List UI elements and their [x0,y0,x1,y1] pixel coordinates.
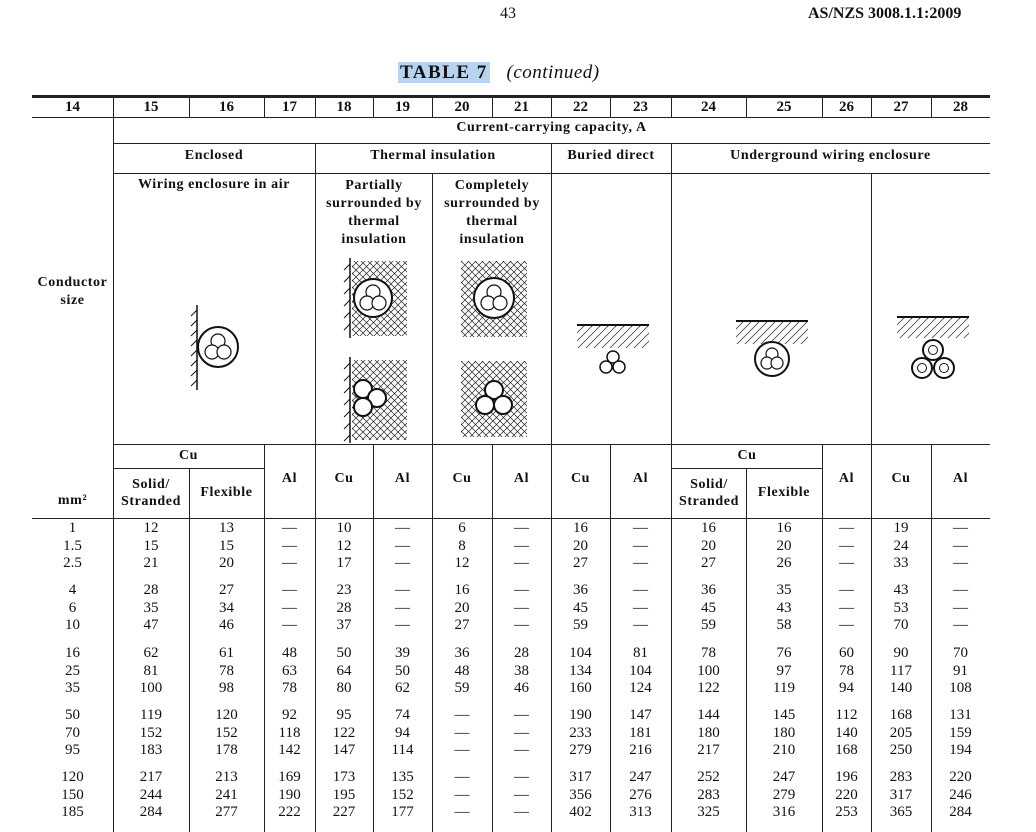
table-cell: 145 [772,707,796,723]
col23-al: Al [632,471,649,486]
table-cell: — [839,617,854,633]
table-cell: — [839,555,854,571]
solid-stranded-right: Solid/ Stranded [678,477,740,509]
table-cell: — [395,582,410,598]
wiring-air-header: Wiring enclosure in air [137,177,291,192]
table-cell: — [395,599,410,616]
table-cell: — [514,724,529,741]
conductor-size-cell: 16 [65,645,80,661]
cu-group-right: Cu [737,448,757,463]
table-cell: — [454,804,470,820]
rule-data-start [32,518,990,519]
col-num-25: 25 [776,99,792,115]
cu-group-left: Cu [178,448,199,463]
conductor-size-cell: 1.5 [63,537,82,554]
table-cell: 20 [701,537,716,554]
table-cell: 78 [839,662,854,679]
table-cell: — [633,520,648,536]
flexible-right: Flexible [757,485,811,500]
table-cell: — [839,599,854,616]
table-cell: — [839,520,854,536]
solid-stranded-left: Solid/ Stranded [120,477,182,509]
capacity-header: Current-carrying capacity, A [456,120,647,135]
diagram-partial-upper-icon [342,256,412,341]
col-num-15: 15 [143,99,159,115]
table-cell: 61 [219,645,234,661]
col-num-27: 27 [893,99,909,115]
table-cell: 13 [219,520,234,536]
table-cell: 152 [139,724,163,741]
table-cell: 19 [893,520,909,536]
table-cell: 169 [278,769,301,785]
col22-cu: Cu [570,471,591,486]
table-cell: 177 [391,804,414,820]
table-cell: — [282,582,297,598]
col-num-23: 23 [633,99,648,115]
table-cell: 36 [454,645,470,661]
col-num-26: 26 [839,99,854,115]
table-cell: — [282,520,297,536]
table-cell: — [282,555,297,571]
table-cell: 253 [835,804,858,820]
table-cell: 220 [835,786,858,803]
table-cell: 43 [893,582,909,598]
table-cell: 48 [282,645,297,661]
conductor-size-header: Conductor size [37,275,108,308]
table-cell: 114 [391,742,414,758]
table-cell: 252 [697,769,720,785]
table-cell: 39 [395,645,410,661]
table-cell: 92 [282,707,297,723]
table-cell: 6 [458,520,466,536]
table-cell: 131 [949,707,972,723]
table-cell: 70 [953,645,968,661]
table-cell: 183 [139,742,163,758]
table-cell: 16 [776,520,792,536]
col26-al: Al [838,471,855,486]
table-cell: — [282,599,297,616]
col-num-16: 16 [219,99,234,115]
table-cell: 276 [629,786,652,803]
col-num-17: 17 [282,99,297,115]
table-cell: — [514,707,529,723]
table-cell: 168 [889,707,913,723]
flexible-left: Flexible [200,485,253,500]
table-cell: 47 [143,617,159,633]
table-cell: — [282,537,297,554]
diagram-underground-single-icon [733,316,811,382]
table-cell: 17 [336,555,352,571]
table-cell: — [454,707,470,723]
conductor-size-cell: 150 [61,786,84,803]
table-cell: 316 [772,804,796,820]
diagram-complete-lower-icon [458,358,530,440]
table-cell: 43 [776,599,792,616]
table-cell: 28 [336,599,352,616]
table-cell: 8 [458,537,466,554]
table-cell: 181 [629,724,652,741]
table-cell: 53 [893,599,909,616]
diagram-underground-trefoil-icon [894,312,972,384]
table-cell: 45 [573,599,588,616]
partially-header: Partially surrounded by thermal insulation [326,178,422,247]
table-cell: 78 [219,662,234,679]
conductor-size-cell: 185 [61,804,84,820]
table-cell: 46 [219,617,234,633]
table-cell: — [839,537,854,554]
table-cell: 91 [953,662,968,679]
table-cell: 94 [839,680,854,696]
table-cell: 112 [835,707,858,723]
col19-al: Al [394,471,411,486]
table-cell: 190 [278,786,301,803]
diagram-complete-upper-icon [458,258,530,340]
table-cell: 16 [454,582,470,598]
standard-id: AS/NZS 3008.1.1:2009 [808,5,962,22]
table-cell: 62 [395,680,410,696]
table-cell: 80 [336,680,352,696]
table-cell: — [633,555,648,571]
rule-cu-right [672,468,822,469]
conductor-size-cell: 10 [65,617,80,633]
table-cell: — [514,555,529,571]
table-cell: 247 [772,769,796,785]
table-cell: 227 [332,804,356,820]
table-cell: 15 [143,537,159,554]
col20-cu: Cu [452,471,472,486]
table-cell: 104 [569,645,592,661]
table-cell: 34 [219,599,234,616]
table-cell: 152 [391,786,414,803]
unit-label: mm² [57,493,88,508]
conductor-size-cell: 25 [65,662,80,679]
table-cell: 173 [332,769,356,785]
table-cell: 365 [889,804,913,820]
table-cell: 140 [835,724,858,741]
underground-header: Underground wiring enclosure [730,148,931,163]
table-cell: 122 [332,724,356,741]
table-cell: — [633,582,648,598]
table-cell: — [514,769,529,785]
table-cell: 144 [697,707,720,723]
table-cell: 15 [219,537,234,554]
table-cell: 277 [215,804,238,820]
col-num-19: 19 [395,99,410,115]
table-cell: 108 [949,680,972,696]
table-cell: 196 [835,769,858,785]
table-cell: 220 [949,769,972,785]
table-cell: — [454,742,470,758]
table-cell: 217 [697,742,720,758]
table-cell: 36 [573,582,588,598]
col-num-28: 28 [953,99,968,115]
col18-cu: Cu [334,471,354,486]
table-cell: — [633,617,648,633]
table-cell: 100 [697,662,720,679]
table-cell: 283 [697,786,720,803]
numbers-rule [32,117,990,118]
buried-header: Buried direct [567,148,655,163]
table-cell: — [633,537,648,554]
table-cell: 46 [514,680,529,696]
table-cell: 26 [776,555,792,571]
table-cell: — [454,786,470,803]
table-cell: 119 [140,707,162,723]
table-cell: — [953,537,968,554]
table-cell: 180 [772,724,796,741]
table-cell: 21 [143,555,159,571]
table-cell: 284 [139,804,163,820]
table-cell: 279 [772,786,796,803]
table-cell: 160 [569,680,592,696]
table-cell: 27 [454,617,470,633]
table-cell: — [395,537,410,554]
table-cell: 12 [454,555,470,571]
table-cell: 213 [215,769,238,785]
table-cell: — [514,582,529,598]
table-cell: — [514,742,529,758]
table-cell: 45 [701,599,716,616]
table-cell: 100 [139,680,163,696]
table-cell: 95 [336,707,352,723]
table-cell: 194 [949,742,972,758]
col-num-20: 20 [454,99,470,115]
table-cell: — [514,786,529,803]
table-cell: 356 [569,786,592,803]
conductor-size-cell: 50 [65,707,80,723]
table-cell: 38 [514,662,529,679]
conductor-size-cell: 1 [68,520,77,536]
table-cell: 90 [893,645,909,661]
table-cell: 59 [701,617,716,633]
table-cell: 246 [949,786,972,803]
table-cell: — [953,582,968,598]
table-cell: 12 [336,537,352,554]
table-cell: 168 [835,742,858,758]
table-cell: 78 [701,645,716,661]
table-cell: 28 [514,645,529,661]
table-cell: — [514,537,529,554]
table-cell: 250 [889,742,913,758]
table-cell: 134 [569,662,592,679]
col-num-24: 24 [701,99,716,115]
table-cell: 48 [454,662,470,679]
table-cell: — [514,599,529,616]
table-cell: — [514,520,529,536]
table-cell: 64 [336,662,352,679]
table-cell: 222 [278,804,301,820]
table-cell: — [953,617,968,633]
diagram-wiring-air-icon [185,300,255,400]
table-title [398,62,600,84]
table-cell: — [633,599,648,616]
table-cell: 244 [139,786,163,803]
table-cell: — [953,599,968,616]
table-cell: 190 [569,707,592,723]
table-cell: 50 [336,645,352,661]
table-cell: 122 [697,680,720,696]
table-cell: 16 [573,520,588,536]
table-cell: 59 [573,617,588,633]
table-cell: 147 [332,742,356,758]
conductor-size-cell: 95 [65,742,80,758]
table-cell: 140 [889,680,913,696]
table-cell: 284 [949,804,972,820]
table-cell: 35 [143,599,159,616]
col-num-18: 18 [336,99,352,115]
conductor-size-cell: 120 [61,769,84,785]
table-cell: 74 [395,707,410,723]
table-cell: — [454,769,470,785]
table-cell: 23 [336,582,352,598]
table-cell: 119 [773,680,795,696]
table-cell: 58 [776,617,792,633]
table-cell: 63 [282,662,297,679]
table-cell: 60 [839,645,854,661]
table-cell: 94 [395,724,410,741]
table-cell: 76 [776,645,792,661]
table-cell: 70 [893,617,909,633]
col17-al: Al [281,471,298,486]
table-cell: 36 [701,582,716,598]
table-cell: 27 [701,555,716,571]
table-cell: 317 [569,769,592,785]
table-cell: 20 [454,599,470,616]
table-cell: — [839,582,854,598]
table-cell: 35 [776,582,792,598]
conductor-size-cell: 70 [65,724,80,741]
table-cell: — [953,555,968,571]
table-cell: 216 [629,742,652,758]
table-cell: — [395,520,410,536]
thermal-header: Thermal insulation [370,148,496,163]
table-cell: 59 [454,680,470,696]
table-cell: 118 [278,724,301,741]
col27-cu: Cu [891,471,911,486]
table-cell: 98 [219,680,234,696]
table-suffix: (continued) [506,62,600,83]
table-cell: 241 [215,786,238,803]
table-cell: 120 [215,707,238,723]
table-cell: — [514,804,529,820]
conductor-size-cell: 35 [65,680,80,696]
table-cell: 33 [893,555,909,571]
table-cell: 10 [336,520,352,536]
table-cell: 325 [697,804,720,820]
table-cell: 147 [629,707,652,723]
table-cell: 81 [633,645,648,661]
table-cell: 283 [889,769,913,785]
table-cell: 62 [143,645,159,661]
table-cell: 104 [629,662,652,679]
table-cell: 152 [215,724,238,741]
table-cell: 50 [395,662,410,679]
table-cell: 142 [278,742,301,758]
table-cell: 24 [893,537,909,554]
table-cell: 178 [215,742,238,758]
table-cell: 402 [569,804,592,820]
table-cell: 210 [772,742,796,758]
table-cell: 97 [776,662,792,679]
table-cell: 28 [143,582,159,598]
table-cell: 12 [143,520,159,536]
table-cell: 233 [569,724,592,741]
table-cell: 20 [776,537,792,554]
table-cell: — [514,617,529,633]
table-cell: 205 [889,724,913,741]
col-num-22: 22 [573,99,588,115]
table-cell: — [395,555,410,571]
conductor-size-cell: 2.5 [63,555,82,571]
table-cell: 27 [573,555,588,571]
conductor-size-cell: 4 [68,582,77,598]
table-label: TABLE 7 [400,62,488,83]
table-cell: 195 [332,786,356,803]
table-cell: 180 [697,724,720,741]
table-cell: 247 [629,769,652,785]
table-cell: 20 [219,555,234,571]
table-cell: 159 [949,724,972,741]
table-cell: 313 [629,804,652,820]
col-num-14: 14 [65,99,80,115]
table-cell: 117 [890,662,912,679]
table-cell: — [953,520,968,536]
table-cell: — [282,617,297,633]
table-cell: 16 [701,520,716,536]
table-cell: 20 [573,537,588,554]
conductor-size-cell: 6 [68,599,77,616]
table-cell: 27 [219,582,234,598]
top-rule [32,95,990,98]
col28-al: Al [952,471,969,486]
enclosed-header: Enclosed [184,148,244,163]
table-cell: 78 [282,680,297,696]
table-cell: 81 [143,662,159,679]
completely-header: Completely surrounded by thermal insulation [444,178,540,247]
table-cell: 217 [139,769,163,785]
table-cell: 37 [336,617,352,633]
page-number: 43 [500,5,516,22]
diagram-buried-direct-icon [574,320,652,380]
table-cell: — [454,724,470,741]
col-num-21: 21 [514,99,529,115]
table-cell: 135 [391,769,414,785]
table-cell: 279 [569,742,592,758]
table-cell: — [395,617,410,633]
diagram-partial-lower-icon [342,355,412,445]
table-cell: 317 [889,786,913,803]
table-cell: 124 [629,680,652,696]
col21-al: Al [513,471,530,486]
